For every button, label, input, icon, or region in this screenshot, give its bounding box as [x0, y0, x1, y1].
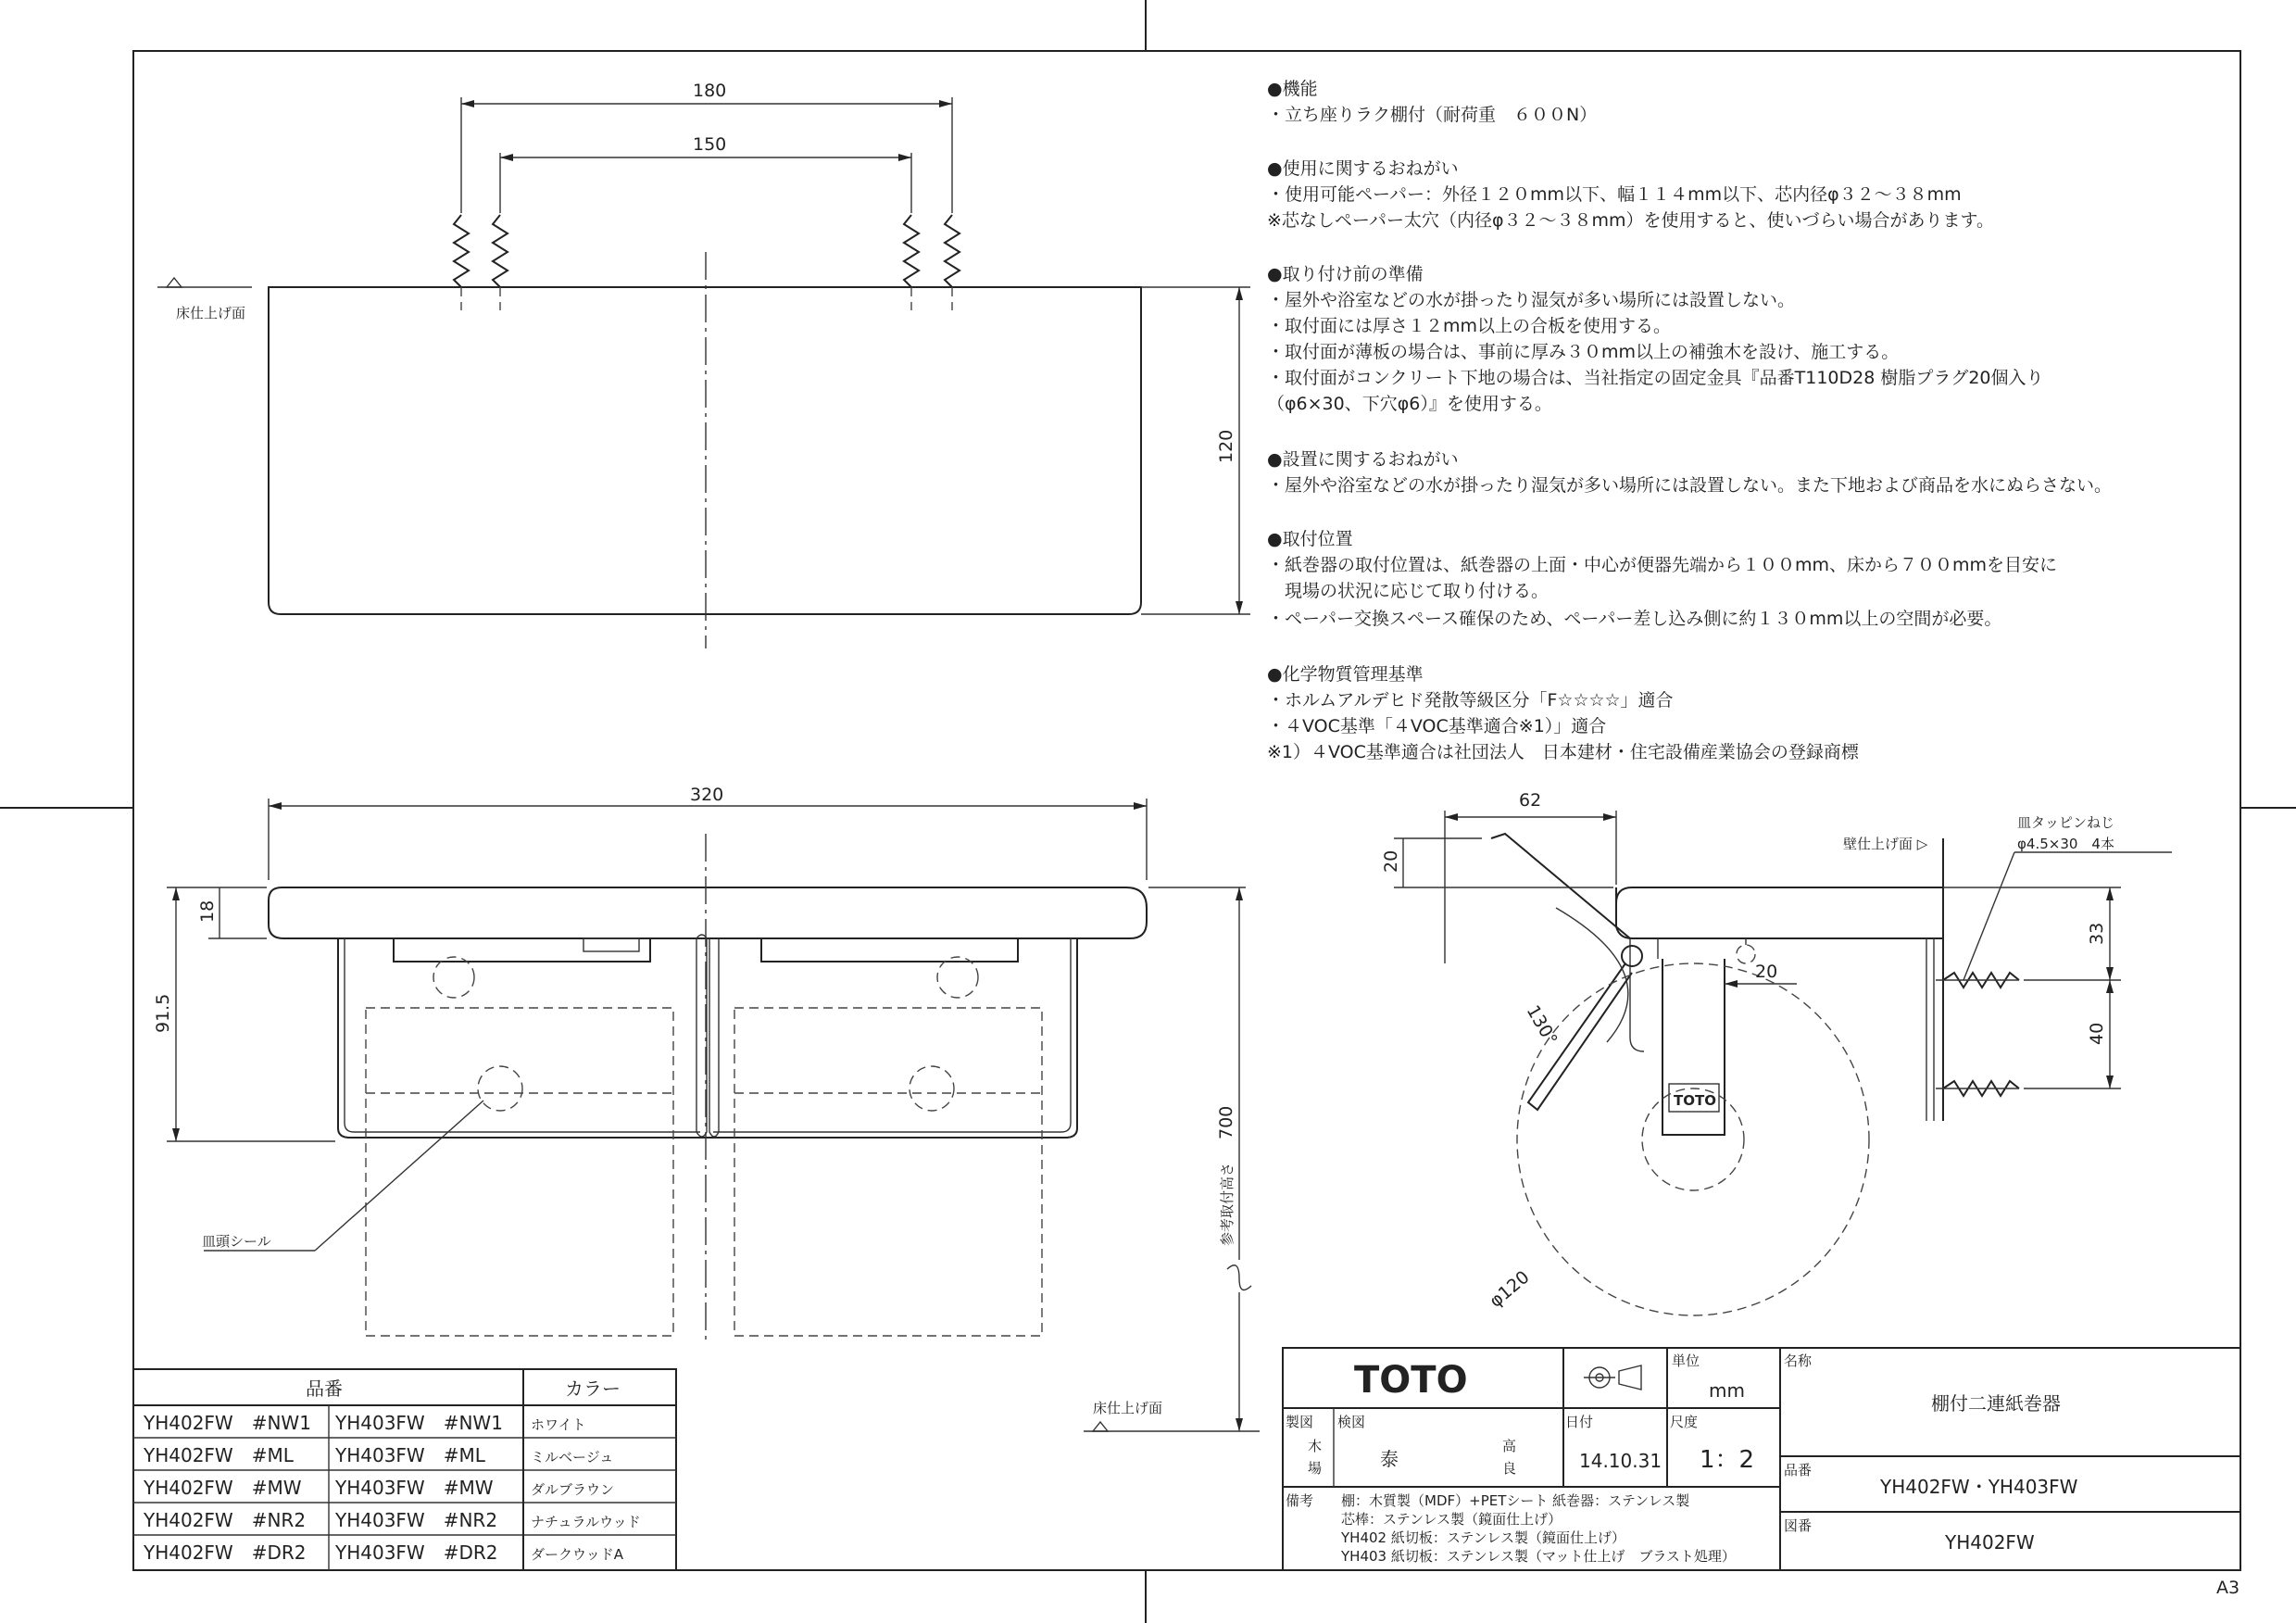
floor-triangle-top — [167, 278, 182, 287]
drawn-value-1: 木 — [1308, 1438, 1323, 1454]
wall-label: 壁仕上げ面 ▷ — [1843, 836, 1928, 852]
cutter-plate-right — [761, 938, 1018, 962]
part-label: 品番 — [1784, 1462, 1813, 1478]
paper-roll-right — [734, 1008, 1042, 1336]
check-label: 検図 — [1337, 1414, 1366, 1430]
screw-top-3 — [904, 215, 919, 310]
screw-label-2: φ4.5×30 4本 — [2017, 836, 2114, 852]
front-view — [153, 785, 1260, 1431]
screw-top-4 — [945, 215, 960, 310]
note-sec3-l1: ・屋外や浴室などの水が掛ったり湿気が多い場所には設置しない。 — [1267, 290, 1796, 310]
projection-symbol-icon — [1584, 1365, 1641, 1390]
dim-150: 150 — [693, 134, 727, 155]
note-sec3-title: ●取り付け前の準備 — [1267, 264, 1424, 284]
table-cell: YH403FW #ML — [335, 1444, 485, 1466]
remarks-label: 備考 — [1286, 1492, 1314, 1509]
dwg-value: YH402FW — [1945, 1531, 2035, 1554]
spec-notes — [1267, 79, 2112, 762]
dim-62: 62 — [1519, 790, 1542, 811]
note-sec6-l1: ・ホルムアルデヒド発散等級区分「F☆☆☆☆」適合 — [1267, 690, 1674, 711]
note-sec5-l1: ・紙巻器の取付位置は、紙巻器の上面・中心が便器先端から１００mm、床から７００mmを目安に — [1267, 555, 2058, 575]
note-sec5-l3: ・ペーパー交換スペース確保のため、ペーパー差し込み側に約１３０mm以上の空間が必要。 — [1267, 609, 2002, 629]
note-sec3-l5: （φ6×30、下穴φ6）』を使用する。 — [1267, 394, 1552, 414]
dim-700: 700 — [1216, 1105, 1236, 1139]
name-label: 名称 — [1784, 1352, 1813, 1369]
table-cell: ミルベージュ — [531, 1449, 614, 1466]
side-view — [1381, 790, 2172, 1315]
screw-top-1 — [454, 215, 469, 310]
approve-value-1: 高 — [1502, 1438, 1517, 1454]
scale-value: 1：2 — [1700, 1446, 1755, 1474]
side-logo: TOTO — [1674, 1092, 1716, 1109]
note-sec3-l2: ・取付面には厚さ１２mm以上の合板を使用する。 — [1267, 316, 1672, 336]
dim-91-5: 91.5 — [153, 993, 173, 1033]
dwg-label: 図番 — [1784, 1517, 1813, 1534]
dim-40: 40 — [2087, 1022, 2107, 1045]
sheet-border — [133, 51, 2240, 1570]
screw-top-2 — [493, 215, 508, 310]
paper-roll-side — [1517, 963, 1869, 1315]
drawn-label: 製図 — [1286, 1414, 1314, 1430]
scale-label: 尺度 — [1670, 1414, 1699, 1430]
top-view — [157, 81, 1250, 648]
note-sec1-l1: ・立ち座りラク棚付（耐荷重 ６００N） — [1267, 105, 1598, 125]
dim-20-inner: 20 — [1755, 962, 1778, 982]
seal-circle-right — [910, 1066, 954, 1111]
table-cell: YH402FW #NW1 — [144, 1412, 311, 1434]
unit-value: mm — [1709, 1379, 1745, 1402]
table-cell: ダークウッドA — [531, 1546, 623, 1563]
remarks-l3: YH402 紙切板：ステンレス製（鏡面仕上げ） — [1341, 1529, 1625, 1546]
table-header-part: 品番 — [306, 1378, 343, 1400]
dia-120: φ120 — [1486, 1266, 1534, 1312]
table-cell: YH402FW #NR2 — [144, 1509, 307, 1531]
dim-180: 180 — [693, 81, 727, 101]
seal-circle-left — [478, 1066, 522, 1111]
unit-label: 単位 — [1672, 1352, 1700, 1369]
ref-height-label: 参考取付高さ — [1219, 1162, 1236, 1246]
parts-table — [133, 1369, 676, 1570]
note-sec5-l2: 現場の状況に応じて取り付ける。 — [1267, 581, 1549, 601]
remarks-l2: 芯棒：ステンレス製（鏡面仕上げ） — [1341, 1511, 1562, 1528]
drawn-value-2: 場 — [1308, 1460, 1323, 1477]
table-cell: YH403FW #MW — [335, 1477, 494, 1499]
holder-body-front — [338, 938, 1077, 1138]
check-value: 泰 — [1380, 1448, 1399, 1470]
paper-roll-left — [366, 1008, 673, 1336]
dim-20-left: 20 — [1381, 849, 1401, 873]
table-cell: YH403FW #NR2 — [335, 1509, 498, 1531]
screw-side-2 — [1936, 1081, 2019, 1096]
note-sec6-l2: ・４VOC基準「４VOC基準適合※1）」適合 — [1267, 716, 1607, 736]
screw-side-1 — [1936, 973, 2019, 988]
title-logo: TOTO — [1354, 1359, 1468, 1402]
approve-value-2: 良 — [1502, 1460, 1517, 1477]
note-sec2-title: ●使用に関するおねがい — [1267, 158, 1459, 179]
date-label: 日付 — [1565, 1414, 1594, 1430]
screw-label-1: 皿タッピンねじ — [2017, 814, 2115, 831]
shelf-side — [1616, 887, 1943, 938]
table-cell: YH403FW #DR2 — [335, 1541, 498, 1564]
cutter-plate-left — [394, 938, 650, 962]
table-header-color: カラー — [565, 1378, 621, 1400]
table-cell: ダルブラウン — [531, 1481, 615, 1498]
top-floor-label: 床仕上げ面 — [176, 305, 246, 321]
table-cell: YH402FW #DR2 — [144, 1541, 307, 1564]
title-block — [1283, 1348, 2240, 1570]
table-cell: YH402FW #ML — [144, 1444, 294, 1466]
note-sec3-l3: ・取付面が薄板の場合は、事前に厚み３０mm以上の補強木を設け、施工する。 — [1267, 342, 1900, 362]
note-sec2-l1: ・使用可能ペーパー：外径１２０mm以下、幅１１４mm以下、芯内径φ３２～３８mm — [1267, 184, 1962, 205]
remarks-l1: 棚：木質製（MDF）+PETシート 紙巻器：ステンレス製 — [1341, 1492, 1690, 1509]
sheet-size-label: A3 — [2216, 1578, 2240, 1598]
dim-130: 130° — [1522, 1001, 1562, 1050]
note-sec6-title: ●化学物質管理基準 — [1267, 664, 1424, 685]
name-value: 棚付二連紙巻器 — [1931, 1392, 2061, 1415]
note-sec4-l1: ・屋外や浴室などの水が掛ったり湿気が多い場所には設置しない。また下地および商品を水にぬらさない。 — [1267, 475, 2113, 496]
note-sec5-title: ●取付位置 — [1267, 529, 1353, 549]
table-cell: ナチュラルウッド — [531, 1514, 641, 1530]
shelf-front — [269, 887, 1147, 938]
floor-triangle-front — [1093, 1422, 1108, 1431]
remarks-l4: YH403 紙切板：ステンレス製（マット仕上げ ブラスト処理） — [1341, 1548, 1736, 1565]
dim-18: 18 — [197, 900, 218, 923]
note-sec1-title: ●機能 — [1267, 79, 1318, 99]
dim-320: 320 — [690, 785, 724, 805]
date-value: 14.10.31 — [1579, 1450, 1662, 1472]
note-sec3-l4: ・取付面がコンクリート下地の場合は、当社指定の固定金具『品番T110D28 樹脂プラグ20個入り — [1267, 368, 2044, 388]
part-value: YH402FW・YH403FW — [1880, 1476, 2078, 1498]
front-floor-label: 床仕上げ面 — [1093, 1400, 1163, 1416]
cutter-plate-open — [1491, 834, 1630, 938]
shelf-top-outline — [269, 287, 1141, 614]
table-cell: YH403FW #NW1 — [335, 1412, 503, 1434]
note-sec6-l3: ※1）４VOC基準適合は社団法人 日本建材・住宅設備産業協会の登録商標 — [1267, 742, 1859, 762]
table-cell: YH402FW #MW — [144, 1477, 302, 1499]
table-cell: ホワイト — [531, 1416, 586, 1433]
seal-label: 皿頭シール — [202, 1233, 271, 1250]
dim-120: 120 — [1216, 429, 1236, 463]
note-sec2-l2: ※芯なしペーパー太穴（内径φ３２～３８mm）を使用すると、使いづらい場合があります。 — [1267, 210, 1995, 231]
dim-33: 33 — [2087, 922, 2107, 945]
note-sec4-title: ●設置に関するおねがい — [1267, 449, 1459, 470]
